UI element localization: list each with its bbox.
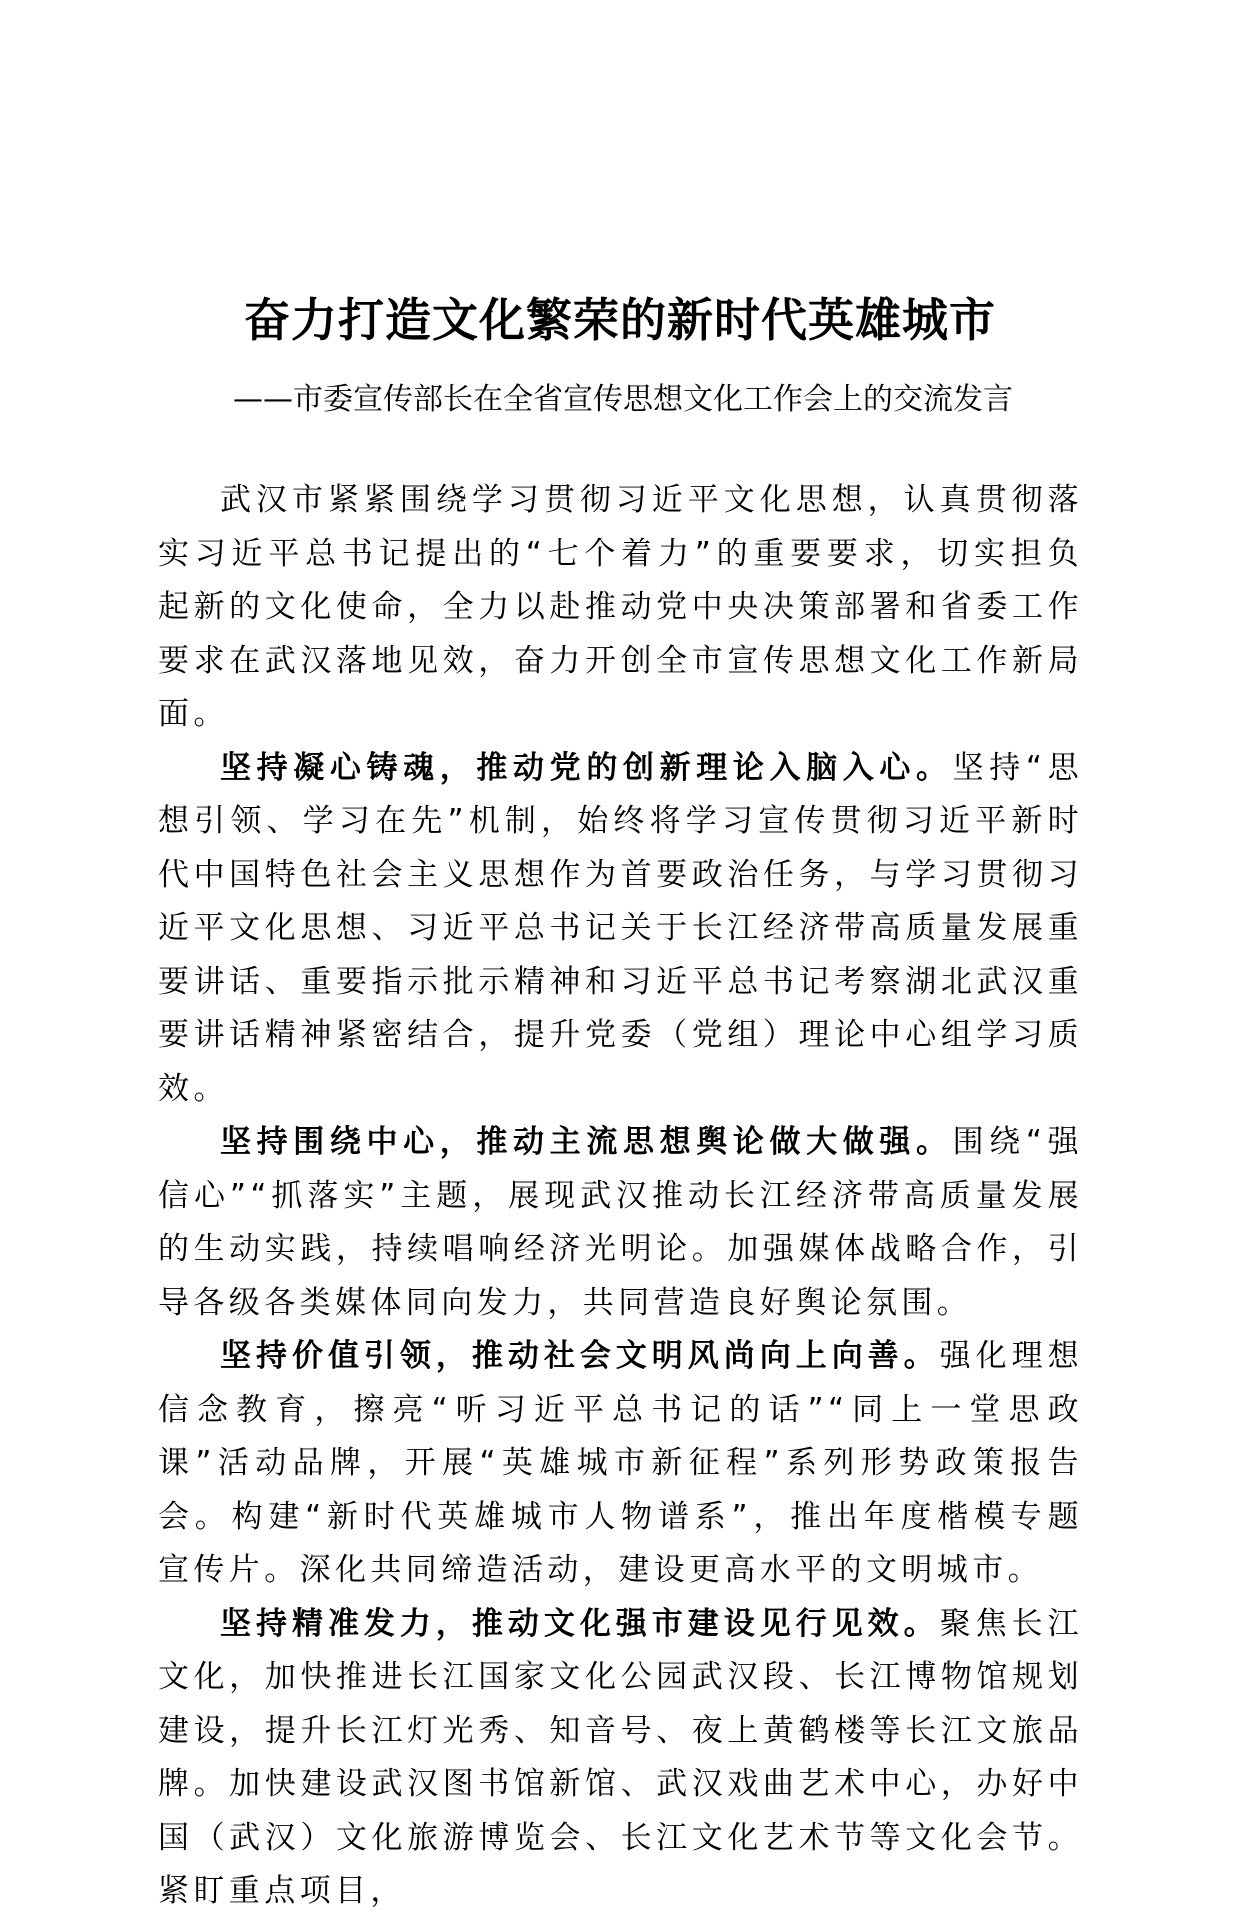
paragraph-text: 聚焦长江文化，加快推进长江国家文化公园武汉段、长江博物馆规划建设，提升长江灯光秀、知音号、夜上黄鹤楼等长江文旅品牌。加快建设武汉图书馆新馆、武汉戏曲艺术中心，办好中国（武汉）文化旅游博览会、长江文化艺术节等文化会节。紧盯重点项目， bbox=[158, 1605, 1084, 1909]
paragraph-lead: 坚持精准发力，推动文化强市建设见行见效。 bbox=[220, 1605, 940, 1642]
paragraph-lead: 坚持价值引领，推动社会文明风尚向上向善。 bbox=[220, 1338, 940, 1374]
paragraph-text: 武汉市紧紧围绕学习贯彻习近平文化思想，认真贯彻落实习近平总书记提出的“七个着力”的重要要求，切实担负起新的文化使命，全力以赴推动党中央决策部署和省委工作要求在武汉落地见效，奋力开创全市宣传思想文化工作新局面。 bbox=[158, 482, 1083, 732]
paragraph-3 bbox=[158, 1330, 1083, 1598]
paragraph-1 bbox=[158, 742, 1083, 1117]
paragraph-text: 围绕“强信心”“抓落实”主题，展现武汉推动长江经济带高质量发展的生动实践，持续唱响经济光明论。加强媒体战略合作，引导各级各类媒体同向发力，共同营造良好舆论氛围。 bbox=[158, 1124, 1083, 1321]
paragraph-intro bbox=[158, 474, 1083, 742]
document-subtitle: ——市委宣传部长在全省宣传思想文化工作会上的交流发言 bbox=[233, 382, 1013, 417]
paragraph-text: 坚持“思想引领、学习在先”机制，始终将学习宣传贯彻习近平新时代中国特色社会主义思想作为首要政治任务，与学习贯彻习近平文化思想、习近平总书记关于长江经济带高质量发展重要讲话、重要指示批示精神和习近平总书记考察湖北武汉重要讲话精神紧密结合，提升党委（党组）理论中心组学习质效。 bbox=[158, 749, 1083, 1107]
document-title: 奋力打造文化繁荣的新时代英雄城市 bbox=[244, 293, 996, 347]
paragraph-4 bbox=[158, 1598, 1083, 1919]
paragraph-2 bbox=[158, 1116, 1083, 1330]
paragraph-text: 强化理想信念教育，擦亮“听习近平总书记的话”“同上一堂思政课”活动品牌，开展“英雄城市新征程”系列形势政策报告会。构建“新时代英雄城市人物谱系”，推出年度楷模专题宣传片。深化共同缔造活动，建设更高水平的文明城市。 bbox=[158, 1338, 1084, 1588]
paragraph-lead: 坚持凝心铸魂，推动党的创新理论入脑入心。 bbox=[220, 749, 953, 786]
document-body bbox=[158, 474, 1083, 1919]
paragraph-lead: 坚持围绕中心，推动主流思想舆论做大做强。 bbox=[220, 1124, 953, 1160]
